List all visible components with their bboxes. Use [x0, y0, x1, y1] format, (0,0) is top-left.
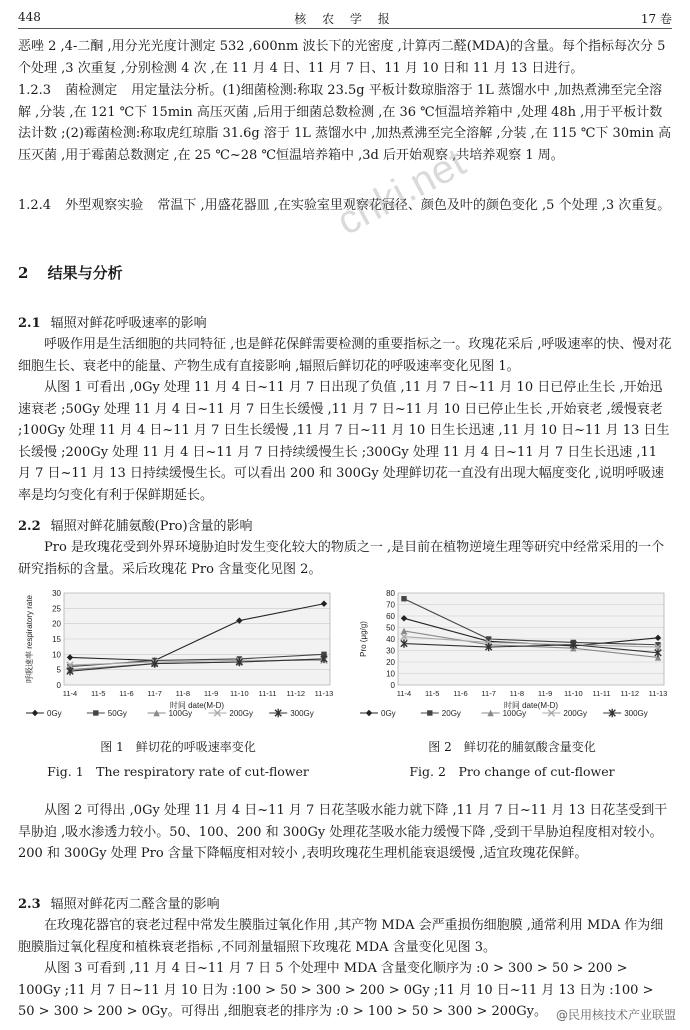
- fig2-xtick-label: 11-4: [396, 689, 412, 698]
- fig1-xtick-label: 11-7: [147, 689, 162, 698]
- figure-2-caption-cn: 图 2 鲜切花的脯氨酸含量变化: [428, 740, 596, 754]
- fig1-ytick-label: 10: [52, 650, 61, 660]
- fig1-ytick-label: 25: [52, 604, 61, 614]
- fig2-legend-marker: [427, 710, 432, 715]
- fig1-legend-marker: [93, 710, 98, 715]
- fig2-xtick-label: 11-13: [648, 689, 668, 698]
- fig2-ytick-label: 60: [386, 612, 395, 621]
- section-number: 2.2: [18, 519, 41, 534]
- fig1-legend-label: 50Gy: [107, 709, 127, 718]
- fig2-legend-label: 20Gy: [441, 709, 461, 718]
- fig1-xtick-label: 11-12: [286, 689, 306, 698]
- fig2-ytick-label: 50: [386, 623, 395, 633]
- section-title: 结果与分析: [47, 264, 123, 282]
- section-text: 常温下 ,用盛花器皿 ,在实验室里观察花冠径、颜色及叶的颜色变化 ,5 个处理 ,3 次重复。: [157, 198, 671, 213]
- fig1-legend-label: 0Gy: [47, 709, 62, 718]
- page-number: 448: [18, 10, 41, 24]
- section-2-2-heading: [18, 515, 253, 534]
- section-2-heading: [18, 262, 123, 283]
- fig1-xtick-label: 11-6: [119, 689, 134, 698]
- fig1-legend-marker: [32, 710, 38, 716]
- section-2-1-heading: [18, 312, 207, 331]
- section-2-3-paragraph-2: 从图 3 可看到 ,11 月 4 日~11 月 7 日 5 个处理中 MDA 含量变化顺序为 :0 > 300 > 50 > 200 > 100Gy ;11 月 7 日~11 月 10 日为 :100 > 50 > 300 > 200 > 0Gy ;11 月 10 日~11 月 13 日为 :100 > 50 > 300 > 200 > 0Gy。可得出 ,细胞衰老的排序为 :0 > 100 > 50 > 300 > 200Gy。: [18, 961, 654, 1019]
- fig2-ytick-label: 20: [386, 658, 395, 667]
- section-title: 辐照对鲜花脯氨酸(Pro)含量的影响: [50, 519, 253, 534]
- fig2-ytick-label: 10: [386, 669, 395, 679]
- fig1-ytick-label: 30: [52, 589, 61, 598]
- section-title: 外型观察实验: [65, 198, 144, 213]
- source-stamp: @民用核技术产业联盟: [552, 1005, 680, 1024]
- section-number: 2: [18, 264, 29, 282]
- fig2-ytick-label: 0: [390, 681, 395, 690]
- figure-1-chart: [18, 585, 338, 725]
- section-number: 1.2.4: [18, 198, 52, 213]
- journal-title: 核 农 学 报: [294, 12, 396, 26]
- section-2-1-paragraph-1: 呼吸作用是生活细胞的共同特征 ,也是鲜花保鲜需要检测的重要指标之一。玫瑰花采后 ,呼吸速率的快、慢对花细胞生长、衰老中的能量、产物生成有直接影响 ,辐照后鲜切花的呼吸速率变化见图 1。: [18, 337, 672, 374]
- fig2-xtick-label: 11-5: [424, 689, 440, 698]
- intro-paragraph: 恶唑 2 ,4-二酮 ,用分光光度计测定 532 ,600nm 波长下的光密度 ,计算丙二醛(MDA)的含量。每个指标每次分 5 个处理 ,3 次重复 ,分别检测 4 次 ,在 11 月 4 日、11 月 7 日、11 月 10 日和 11 月 13 日进行。: [18, 39, 666, 76]
- fig1-xtick-label: 11-9: [203, 689, 219, 698]
- section-title: 菌检测定: [65, 83, 118, 98]
- fig2-ytick-label: 40: [386, 635, 395, 644]
- section-number: 1.2.3: [18, 83, 52, 98]
- fig2-xtick-label: 11-8: [509, 689, 525, 698]
- section-2-1-paragraph-2: 从图 1 可看出 ,0Gy 处理 11 月 4 日~11 月 7 日出现了负值 ,11 月 7 日~11 月 10 日已停止生长 ,开始迅速衰老 ;50Gy 处理 11 月 4 日~11 月 7 日生长缓慢 ,11 月 7 日~11 月 10 日已停止生长 ,开始衰老 ,缓慢衰老 ;100Gy 处理 11 月 4 日~11 月 7 日生长缓慢 ,11 月 7 日~11 月 10 日生长迅速 ,11 月 10 日~11 月 13 日生长缓慢 ;200Gy 处理 11 月 4 日~11 月 7 日持续缓慢生长 ;300Gy 处理 11 月 4 日~11 月 7 日生长迅速 ,11 月 7 日~11 月 13 日持续缓慢生长。可以看出 200 和 300Gy 处理鲜切花一直没有出现大幅度变化 ,说明呼吸速率是均匀变化有利于保鲜期延长。: [18, 380, 670, 503]
- fig1-legend-label: 300Gy: [290, 709, 314, 718]
- section-title: 辐照对鲜花呼吸速率的影响: [50, 316, 207, 331]
- fig1-ytick-label: 5: [56, 665, 61, 675]
- figure-2: [352, 585, 672, 725]
- fig2-xtick-label: 11-11: [592, 689, 611, 698]
- fig1-yaxis-label: 呼吸速率 respiratory rate: [25, 594, 34, 684]
- figure-1-caption-cn: 图 1 鲜切花的呼吸速率变化: [100, 740, 256, 754]
- fig2-legend-label: 200Gy: [563, 709, 587, 718]
- fig2-ytick-label: 30: [386, 646, 395, 656]
- running-header: [18, 8, 672, 29]
- watermark: cnki.net: [330, 140, 473, 244]
- fig1-xaxis-label: 时间 date(M-D): [169, 701, 225, 710]
- fig2-data-point: [401, 596, 406, 601]
- fig1-xtick-label: 11-13: [314, 689, 334, 698]
- figure-1-caption-en: Fig. 1 The respiratory rate of cut-flower: [47, 764, 309, 779]
- fig1-xtick-label: 11-11: [258, 689, 277, 698]
- fig2-legend-label: 300Gy: [624, 709, 648, 718]
- fig1-ytick-label: 20: [52, 619, 61, 629]
- fig1-legend-label: 200Gy: [229, 709, 253, 718]
- volume-label: 17 卷: [640, 12, 672, 26]
- section-2-3-heading: [18, 893, 220, 912]
- fig2-legend-label: 0Gy: [381, 709, 396, 718]
- figure-2-chart: [352, 585, 672, 725]
- fig2-yaxis-label: Pro (μg/g): [359, 621, 368, 657]
- section-number: 2.3: [18, 897, 41, 912]
- fig1-xtick-label: 11-5: [90, 689, 106, 698]
- fig1-xtick-label: 11-8: [175, 689, 191, 698]
- section-title: 辐照对鲜花丙二醛含量的影响: [50, 897, 220, 912]
- section-2-2-paragraph-1: Pro 是玫瑰花受到外界环境胁迫时发生变化较大的物质之一 ,是目前在植物逆境生理等研究中经常采用的一个研究指标的含量。采后玫瑰花 Pro 含量变化见图 2。: [18, 540, 665, 577]
- fig2-xtick-label: 11-7: [481, 689, 496, 698]
- fig1-xtick-label: 11-4: [62, 689, 78, 698]
- fig1-xtick-label: 11-10: [230, 689, 249, 698]
- fig2-ytick-label: 70: [386, 600, 395, 610]
- fig1-legend-label: 100Gy: [168, 709, 193, 718]
- fig2-xtick-label: 11-6: [453, 689, 468, 698]
- fig2-ytick-label: 80: [386, 589, 395, 598]
- fig2-xaxis-label: 时间 date(M-D): [503, 701, 559, 710]
- fig2-legend-label: 100Gy: [502, 709, 527, 718]
- figure-2-caption-en: Fig. 2 Pro change of cut-flower: [409, 764, 615, 779]
- section-2-2-paragraph-2: 从图 2 可得出 ,0Gy 处理 11 月 4 日~11 月 7 日花茎吸水能力就下降 ,11 月 7 日~11 月 13 日花茎受到干旱胁迫 ,吸水渗透力较小。50、100、200 和 300Gy 处理花茎吸水能力缓慢下降 ,受到干旱胁迫程度相对较小。200 和 300Gy 处理 Pro 含量下降幅度相对较小 ,表明玫瑰花生理机能衰退缓慢 ,适宜玫瑰花保鲜。: [18, 803, 668, 861]
- fig2-xtick-label: 11-9: [537, 689, 553, 698]
- figure-1: [18, 585, 338, 725]
- section-number: 2.1: [18, 316, 41, 331]
- fig2-xtick-label: 11-10: [564, 689, 583, 698]
- fig1-ytick-label: 0: [56, 681, 61, 690]
- section-text: 用定量法分析。(1)细菌检测:称取 23.5g 平板计数琼脂溶于 1L 蒸馏水中 ,加热煮沸至完全溶解 ,分装 ,在 121 ℃下 15min 高压灭菌 ,后用于细菌总数检测 ,在 36 ℃恒温培养箱中 ,处理 48h ,用于平板计数法计数 ;(2)霉菌检测:称取虎红琼脂 31.6g 溶于 1L 蒸馏水中 ,加热煮沸至完全溶解 ,分装 ,在 115 ℃下 30min 高压灭菌 ,用于霉菌总数测定 ,在 25 ℃~28 ℃恒温培养箱中 ,3d 后开始观察 ,共培养观察 1 周。: [18, 83, 672, 163]
- fig2-legend-marker: [366, 710, 372, 716]
- fig1-ytick-label: 15: [52, 635, 61, 644]
- section-2-3-paragraph-1: 在玫瑰花器官的衰老过程中常发生膜脂过氧化作用 ,其产物 MDA 会严重损伤细胞膜 ,通常利用 MDA 作为细胞膜脂过氧化程度和植株衰老指标 ,不同剂量辐照下玫瑰花 MDA 含量变化见图 3。: [18, 918, 664, 955]
- fig2-xtick-label: 11-12: [620, 689, 640, 698]
